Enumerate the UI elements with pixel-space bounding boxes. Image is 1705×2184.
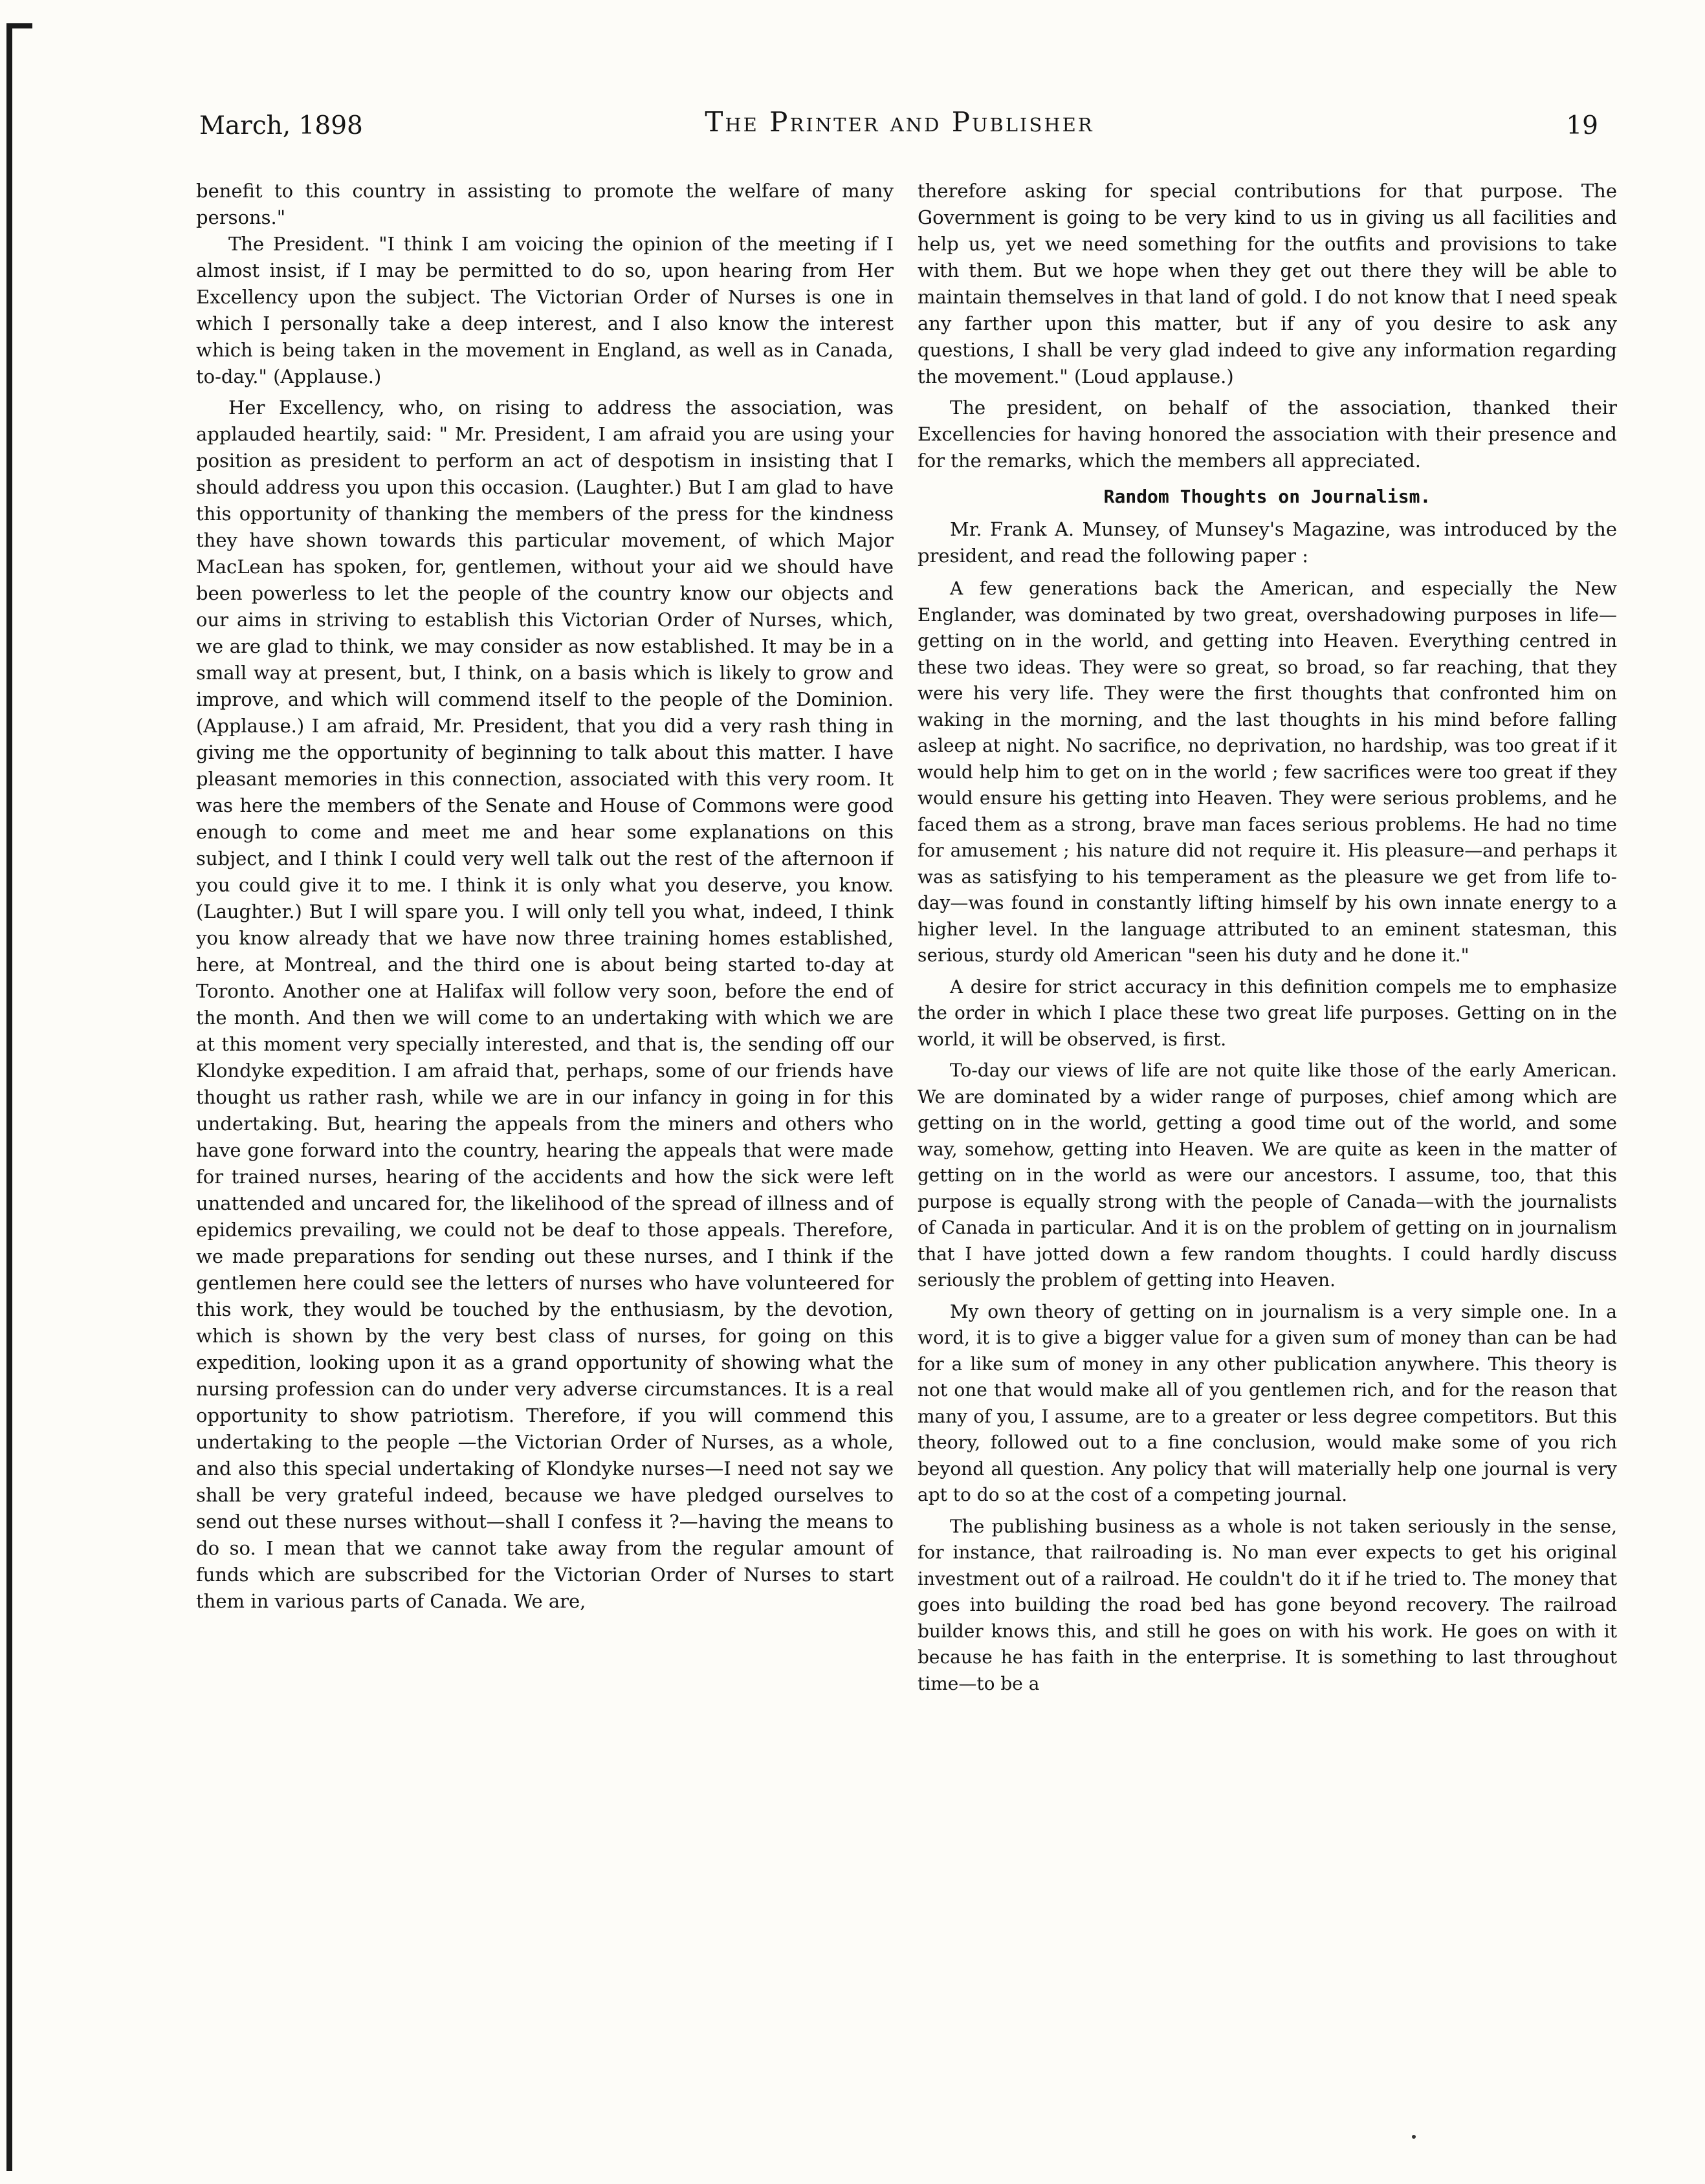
publication-title: The Printer and Publisher (705, 106, 1094, 138)
issue-date: March, 1898 (199, 111, 363, 140)
paragraph: therefore asking for special contributions for that purpose. The Government is going to be very kind to us in giving us all facilities and help us, yet we need something for the outfits and provisions to take with them. But we hope when they get out there they will be able to maintain themselves in that land of gold. I do not know that I need speak any farther upon this matter, but if any of you desire to ask any questions, I shall be very glad indeed to give any information regarding the movement." (Loud applause.) (918, 180, 1617, 388)
right-column (918, 178, 1617, 2086)
page-number: 19 (1566, 111, 1598, 140)
page-header (194, 102, 1605, 154)
paragraph: Her Excellency, who, on rising to address the association, was applauded heartily, said: " Mr. President, I am afraid you are using your position as president to perform an act of despotism in insisting that I should address you upon this occasion. (Laughter.) But I am glad to have this opportunity of thanking the members of the press for the kindness they have shown towards this particular movement, of which Major MacLean has spoken, for, gentlemen, without your aid we should have been powerless to let the people of the country know our objects and our aims in striving to establish this Victorian Order of Nurses, which, we are glad to think, we may consider as now established. It may be in a small way at present, but, I think, on a basis which is likely to grow and improve, and which will commend itself to the people of the Dominion. (Applause.) I am afraid, Mr. President, that you did a very rash thing in giving me the opportunity of beginning to talk about this matter. I have pleasant memories in this connection, associated with this very room. It was here the members of the Senate and House of Commons were good enough to come and meet me and hear some explanations on this subject, and I think I could very well talk out the rest of the afternoon if you could give it to me. I think it is only what you deserve, you know. (Laughter.) But I will spare you. I will only tell you what, indeed, I think you know already that we have now three training homes established, here, at Montreal, and the third one is about being started to-day at Toronto. Another one at Halifax will follow very soon, before the end of the month. And then we will come to an undertaking with which we are at this moment very specially interested, and that is, the sending off our Klondyke expedition. I am afraid that, perhaps, some of our friends have thought us rather rash, while we are in our infancy in going in for this undertaking. But, hearing the appeals from the miners and others who have gone forward into the country, hearing the appeals that were made for trained nurses, hearing of the accidents and how the sick were left unattended and uncared for, the likelihood of the spread of illness and of epidemics prevailing, we could not be deaf to those appeals. Therefore, we made preparations for sending out these nurses, and I think if the gentlemen here could see the letters of nurses who have volunteered for this work, they would be touched by the enthusiasm, by the devotion, which is shown by the very best class of nurses, for going on this expedition, looking upon it as a grand opportunity of showing what the nursing profession can do under very adverse circumstances. It is a real opportunity to show patriotism. Therefore, if you will commend this undertaking to the people —the Victorian Order of Nurses, as a whole, and also this special undertaking of Klondyke nurses—I need not say we shall be very grateful indeed, because we have pledged ourselves to send out these nurses without—shall I confess it ?—having the means to do so. I mean that we cannot take away from the regular amount of funds which are subscribed for the Victorian Order of Nurses to start them in various parts of Canada. We are, (196, 397, 894, 1612)
paragraph-lead: Mr. Frank A. Munsey, of Munsey's Magazine, was introduced by the president, and read the following paper : (918, 518, 1617, 567)
left-column (196, 178, 894, 2086)
essay-paragraph: My own theory of getting on in journalism is a very simple one. In a word, it is to give a bigger value for a given sum of money than can be had for a like sum of money in any other publication anywhere. This theory is not one that would make all of you gentlemen rich, and for the reason that many of you, I assume, are to a greater or less degree competitors. But this theory, followed out to a fine conclusion, would make some of you rich beyond all question. Any policy that will materially help one journal is very apt to do so at the cost of a competing journal. (918, 1300, 1617, 1505)
essay-paragraph: A desire for strict accuracy in this definition compels me to emphasize the order in which I place these two great life purposes. Getting on in the world, it will be observed, is first. (918, 976, 1617, 1050)
paragraph: The president, on behalf of the association, thanked their Excellencies for having honored the association with their presence and for the remarks, which the members all appreciated. (918, 397, 1617, 472)
essay-paragraph: The publishing business as a whole is not taken seriously in the sense, for instance, that railroading is. No man ever expects to get his original investment out of a railroad. He couldn't do it if he tried to. The money that goes into building the road bed has gone beyond recovery. The railroad builder knows this, and still he goes on with his work. He goes on with it because he has faith in the enterprise. It is something to last throughout time—to be a (918, 1515, 1617, 1694)
paragraph: The President. "I think I am voicing the opinion of the meeting if I almost insist, if I may be permitted to do so, upon hearing from Her Excellency upon the subject. The Victorian Order of Nurses is one in which I personally take a deep interest, and I also know the interest which is being taken in the movement in England, as well as in Canada, to-day." (Applause.) (196, 233, 894, 388)
paragraph: benefit to this country in assisting to promote the welfare of many persons." (196, 180, 894, 228)
essay-paragraph: A few generations back the American, and especially the New Englander, was dominated by two great, overshadowing purposes in life—getting on in the world, and getting into Heaven. Everything centred in these two ideas. They were so great, so broad, so far reaching, that they were his very life. They were the first thoughts that confronted him on waking in the morning, and the last thoughts in his mind before falling asleep at night. No sacrifice, no deprivation, no hardship, was too great if it would help him to get on in the world ; few sacrifices were too great if they would ensure his getting into Heaven. They were serious problems, and he faced them as a strong, brave man faces serious problems. He had no time for amusement ; his nature did not require it. His pleasure—and perhaps it was as satisfying to his temperament as the pleasure we get from life to-day—was found in constantly lifting himself by his own innate energy to a higher level. In the language attributed to an eminent statesman, this serious, sturdy old American "seen his duty and he done it." (918, 578, 1617, 966)
binding-rule (6, 23, 12, 2171)
essay-paragraph: To-day our views of life are not quite like those of the early American. We are dominated by a wider range of purposes, chief among which are getting on in the world, getting a good time out of the world, and some way, somehow, getting into Heaven. We are quite as keen in the matter of getting on in the world as were our ancestors. I assume, too, that this purpose is equally strong with the people of Canada—with the journalists of Canada in particular. And it is on the problem of getting on in journalism that I have jotted down a few random thoughts. I could hardly discuss seriously the problem of getting into Heaven. (918, 1060, 1617, 1291)
binding-tick (6, 23, 32, 28)
essay-body (918, 576, 1617, 1697)
section-heading: Random Thoughts on Journalism. (1103, 486, 1431, 507)
print-speck (1412, 2135, 1416, 2139)
